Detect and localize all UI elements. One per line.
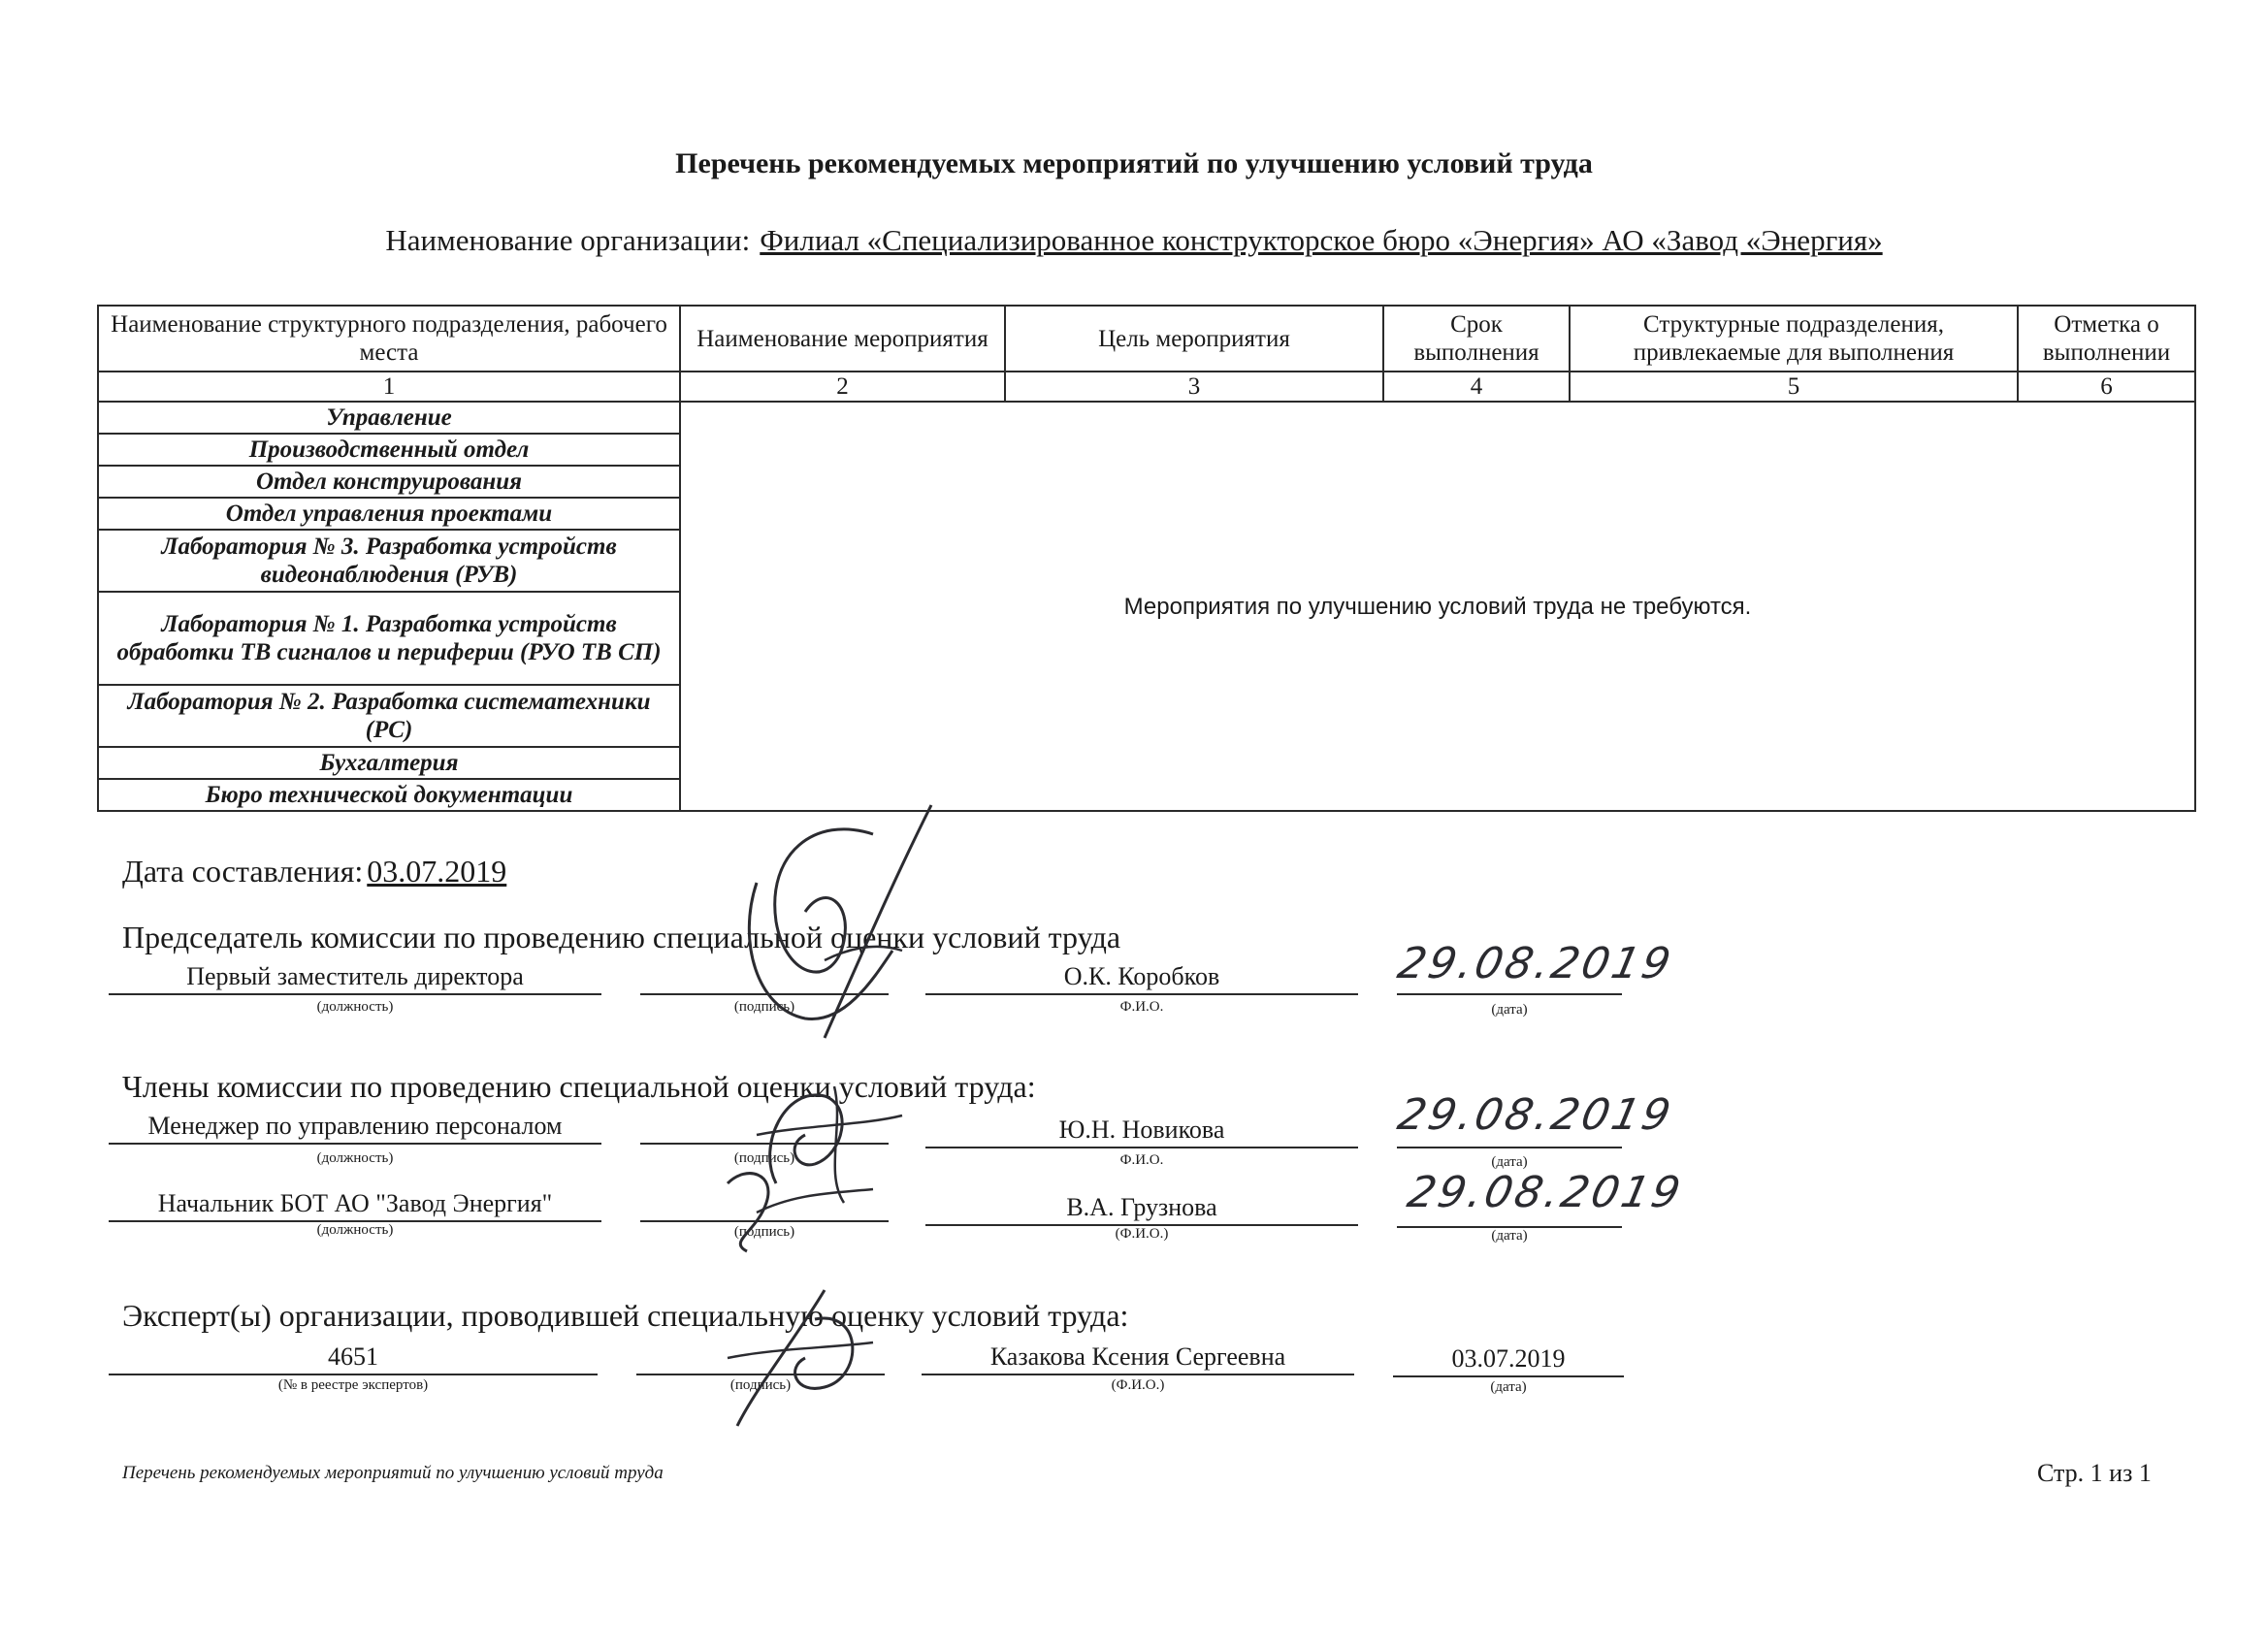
- member-2-handwritten-date: 29.08.2019: [1403, 1168, 1688, 1217]
- header-department: Наименование структурного подразделения, рабочего места: [98, 306, 680, 372]
- signature-caption: (подпись): [733, 1224, 795, 1240]
- member-1-fio-field: Ю.Н. Новикова: [925, 1116, 1358, 1148]
- fio-caption: Ф.И.О.: [1119, 999, 1164, 1015]
- header-measure: Наименование мероприятия: [680, 306, 1005, 372]
- organization-name: Филиал «Специализированное конструкторское бюро «Энергия» АО «Завод «Энергия»: [760, 223, 1883, 257]
- footer-page-number: Стр. 1 из 1: [2037, 1459, 2152, 1487]
- date-caption: (дата): [1491, 1228, 1528, 1244]
- date-caption: (дата): [1491, 1154, 1528, 1170]
- organization-line: [0, 223, 2268, 258]
- date-caption: (дата): [1490, 1379, 1527, 1395]
- expert-fio-field: Казакова Ксения Сергеевна: [922, 1342, 1354, 1375]
- department-cell: Отдел управления проектами: [98, 498, 680, 530]
- registry-caption: (№ в реестре экспертов): [277, 1377, 429, 1393]
- no-measures-note: Мероприятия по улучшению условий труда не требуются.: [680, 402, 2195, 811]
- chairman-handwritten-date: 29.08.2019: [1393, 939, 1678, 988]
- chairman-signature-mark: [679, 795, 951, 1057]
- department-cell: Управление: [98, 402, 680, 434]
- compiled-date-label: Дата составления:: [122, 854, 364, 889]
- position-caption: (должность): [316, 1150, 394, 1166]
- department-cell: Отдел конструирования: [98, 466, 680, 498]
- date-caption: (дата): [1491, 1002, 1528, 1018]
- signature-caption: (подпись): [733, 1150, 795, 1166]
- header-involved-units: Структурные подразделения, привлекаемые для выполнения: [1570, 306, 2018, 372]
- expert-registry-field: 4651: [109, 1342, 598, 1375]
- position-caption: (должность): [316, 999, 394, 1015]
- column-number: 3: [1005, 372, 1383, 402]
- fio-caption: Ф.И.О.: [1119, 1152, 1164, 1168]
- column-number-row: [98, 372, 2195, 402]
- measures-table: [97, 305, 2196, 812]
- expert-date-field: 03.07.2019: [1393, 1344, 1624, 1377]
- position-caption: (должность): [316, 1222, 394, 1238]
- department-cell: Лаборатория № 3. Разработка устройств видеонаблюдения (РУВ): [98, 530, 680, 592]
- header-deadline: Срок выполнения: [1383, 306, 1570, 372]
- department-cell: Лаборатория № 2. Разработка систематехники (РС): [98, 685, 680, 747]
- organization-label: Наименование организации:: [385, 223, 751, 257]
- compiled-date-line: [122, 854, 506, 889]
- member-2-position-field: Начальник БОТ АО "Завод Энергия": [109, 1189, 601, 1222]
- department-cell: Лаборатория № 1. Разработка устройств обработки ТВ сигналов и периферии (РУО ТВ СП): [98, 592, 680, 685]
- column-number: 4: [1383, 372, 1570, 402]
- table-row: [98, 402, 2195, 434]
- department-cell: Производственный отдел: [98, 434, 680, 466]
- signature-caption: (подпись): [729, 1377, 792, 1393]
- chairman-position-field: Первый заместитель директора: [109, 962, 601, 995]
- member-1-handwritten-date: 29.08.2019: [1393, 1090, 1678, 1140]
- member-1-position-field: Менеджер по управлению персоналом: [109, 1112, 601, 1145]
- chairman-section-label: Председатель комиссии по проведению специальной оценки условий труда: [122, 920, 1121, 954]
- member-2-fio-field: В.А. Грузнова: [925, 1193, 1358, 1226]
- fio-caption: (Ф.И.О.): [1111, 1377, 1165, 1393]
- member-2-signature-mark: [689, 1154, 883, 1261]
- department-cell: Бюро технической документации: [98, 779, 680, 811]
- column-number: 1: [98, 372, 680, 402]
- members-section-label: Члены комиссии по проведению специальной оценки условий труда:: [122, 1069, 1036, 1104]
- compiled-date-value: 03.07.2019: [367, 854, 507, 889]
- chairman-fio-field: О.К. Коробков: [925, 962, 1358, 995]
- header-goal: Цель мероприятия: [1005, 306, 1383, 372]
- department-cell: Бухгалтерия: [98, 747, 680, 779]
- table-header-row: [98, 306, 2195, 372]
- column-number: 5: [1570, 372, 2018, 402]
- footer-document-name: Перечень рекомендуемых мероприятий по улучшению условий труда: [122, 1463, 664, 1483]
- signature-caption: (подпись): [733, 999, 795, 1015]
- column-number: 2: [680, 372, 1005, 402]
- document-title: Перечень рекомендуемых мероприятий по улучшению условий труда: [675, 147, 1593, 179]
- column-number: 6: [2018, 372, 2195, 402]
- header-completion-mark: Отметка о выполнении: [2018, 306, 2195, 372]
- fio-caption: (Ф.И.О.): [1115, 1226, 1169, 1242]
- expert-section-label: Эксперт(ы) организации, проводившей специальную оценку условий труда:: [122, 1298, 1129, 1333]
- expert-signature-mark: [698, 1280, 892, 1436]
